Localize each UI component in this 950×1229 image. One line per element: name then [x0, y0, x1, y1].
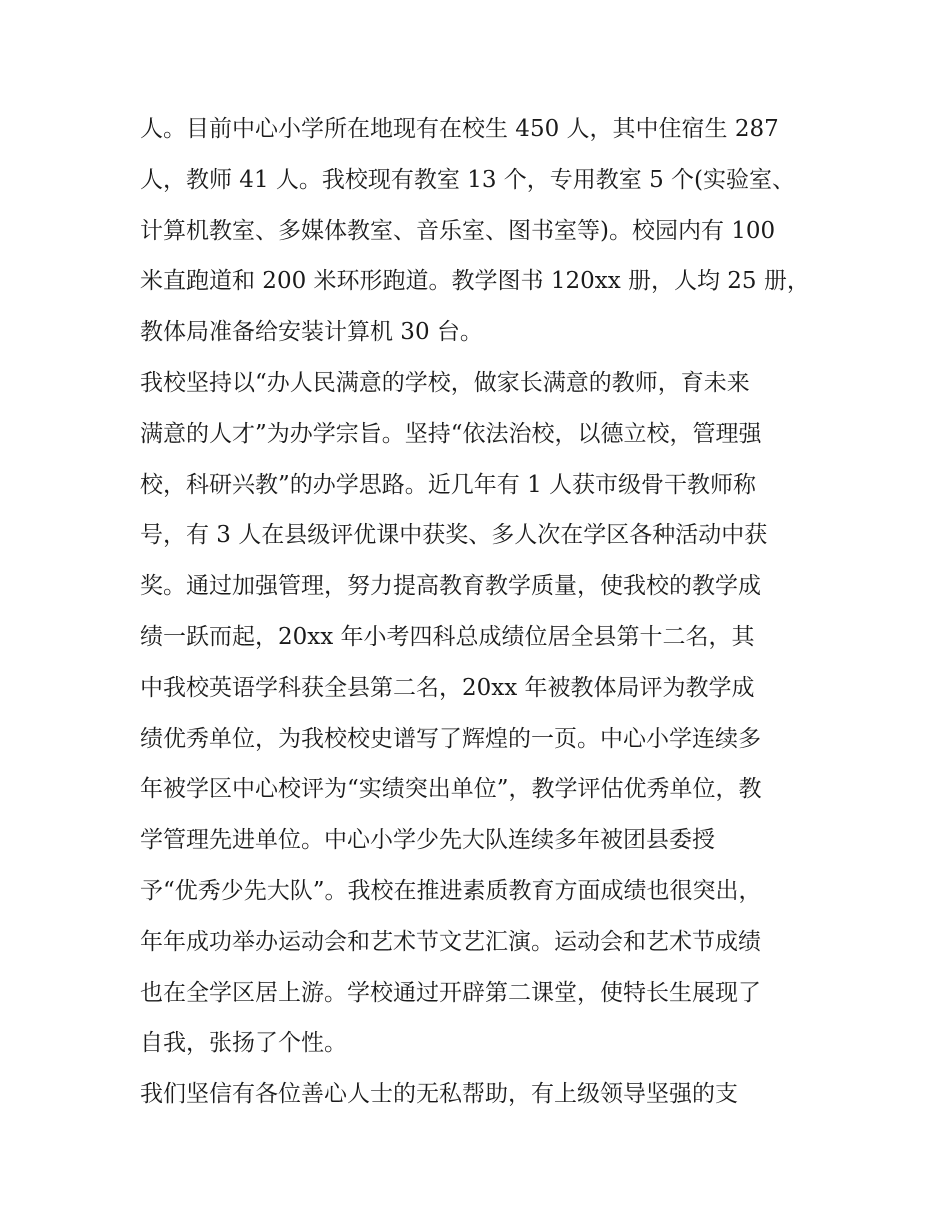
text-line: 计算机教室、多媒体教室、音乐室、图书室等)。校园内有 100: [140, 217, 776, 244]
text-line: 年年成功举办运动会和艺术节文艺汇演。运动会和艺术节成绩: [140, 928, 761, 955]
text-line: 我们坚信有各位善心人士的无私帮助，有上级领导坚强的支: [140, 1081, 738, 1108]
document-body: [140, 104, 820, 1120]
text-line: 自我，张扬了个性。: [140, 1030, 347, 1057]
text-line: 人。目前中心小学所在地现有在校生 450 人，其中住宿生 287: [140, 116, 779, 142]
text-line: 满意的人才”为办学宗旨。坚持“依法治校，以德立校，管理强: [140, 420, 762, 447]
text-line: 予“优秀少先大队”。我校在推进素质教育方面成绩也很突出，: [140, 877, 762, 904]
text-line: 人，教师 41 人。我校现有教室 13 个，专用教室 5 个(实验室、: [140, 166, 796, 193]
text-line: 号，有 3 人在县级评优课中获奖、多人次在学区各种活动中获: [140, 522, 768, 549]
text-line: 教体局准备给安装计算机 30 台。: [140, 319, 483, 346]
text-line: 我校坚持以“办人民满意的学校，做家长满意的教师，育未来: [140, 369, 750, 396]
paragraph-school-achievements: [140, 358, 820, 1069]
text-line: 校，科研兴教”的办学思路。近几年有 1 人获市级骨干教师称: [140, 471, 757, 498]
text-line: 也在全学区居上游。学校通过开辟第二课堂，使特长生展现了: [140, 979, 761, 1006]
text-line: 奖。通过加强管理，努力提高教育教学质量，使我校的教学成: [140, 573, 761, 600]
text-line: 绩一跃而起，20xx 年小考四科总成绩位居全县第十二名，其: [140, 623, 755, 650]
text-line: 中我校英语学科获全县第二名，20xx 年被教体局评为教学成: [140, 674, 755, 701]
text-line: 年被学区中心校评为“实绩突出单位”，教学评估优秀单位，教: [140, 776, 762, 803]
paragraph-school-facilities: [140, 104, 820, 358]
text-line: 学管理先进单位。中心小学少先大队连续多年被团县委授: [140, 827, 715, 854]
paragraph-closing: [140, 1069, 820, 1120]
text-line: 米直跑道和 200 米环形跑道。教学图书 120xx 册，人均 25 册，: [140, 268, 810, 295]
text-line: 绩优秀单位，为我校校史谱写了辉煌的一页。中心小学连续多: [140, 725, 761, 752]
